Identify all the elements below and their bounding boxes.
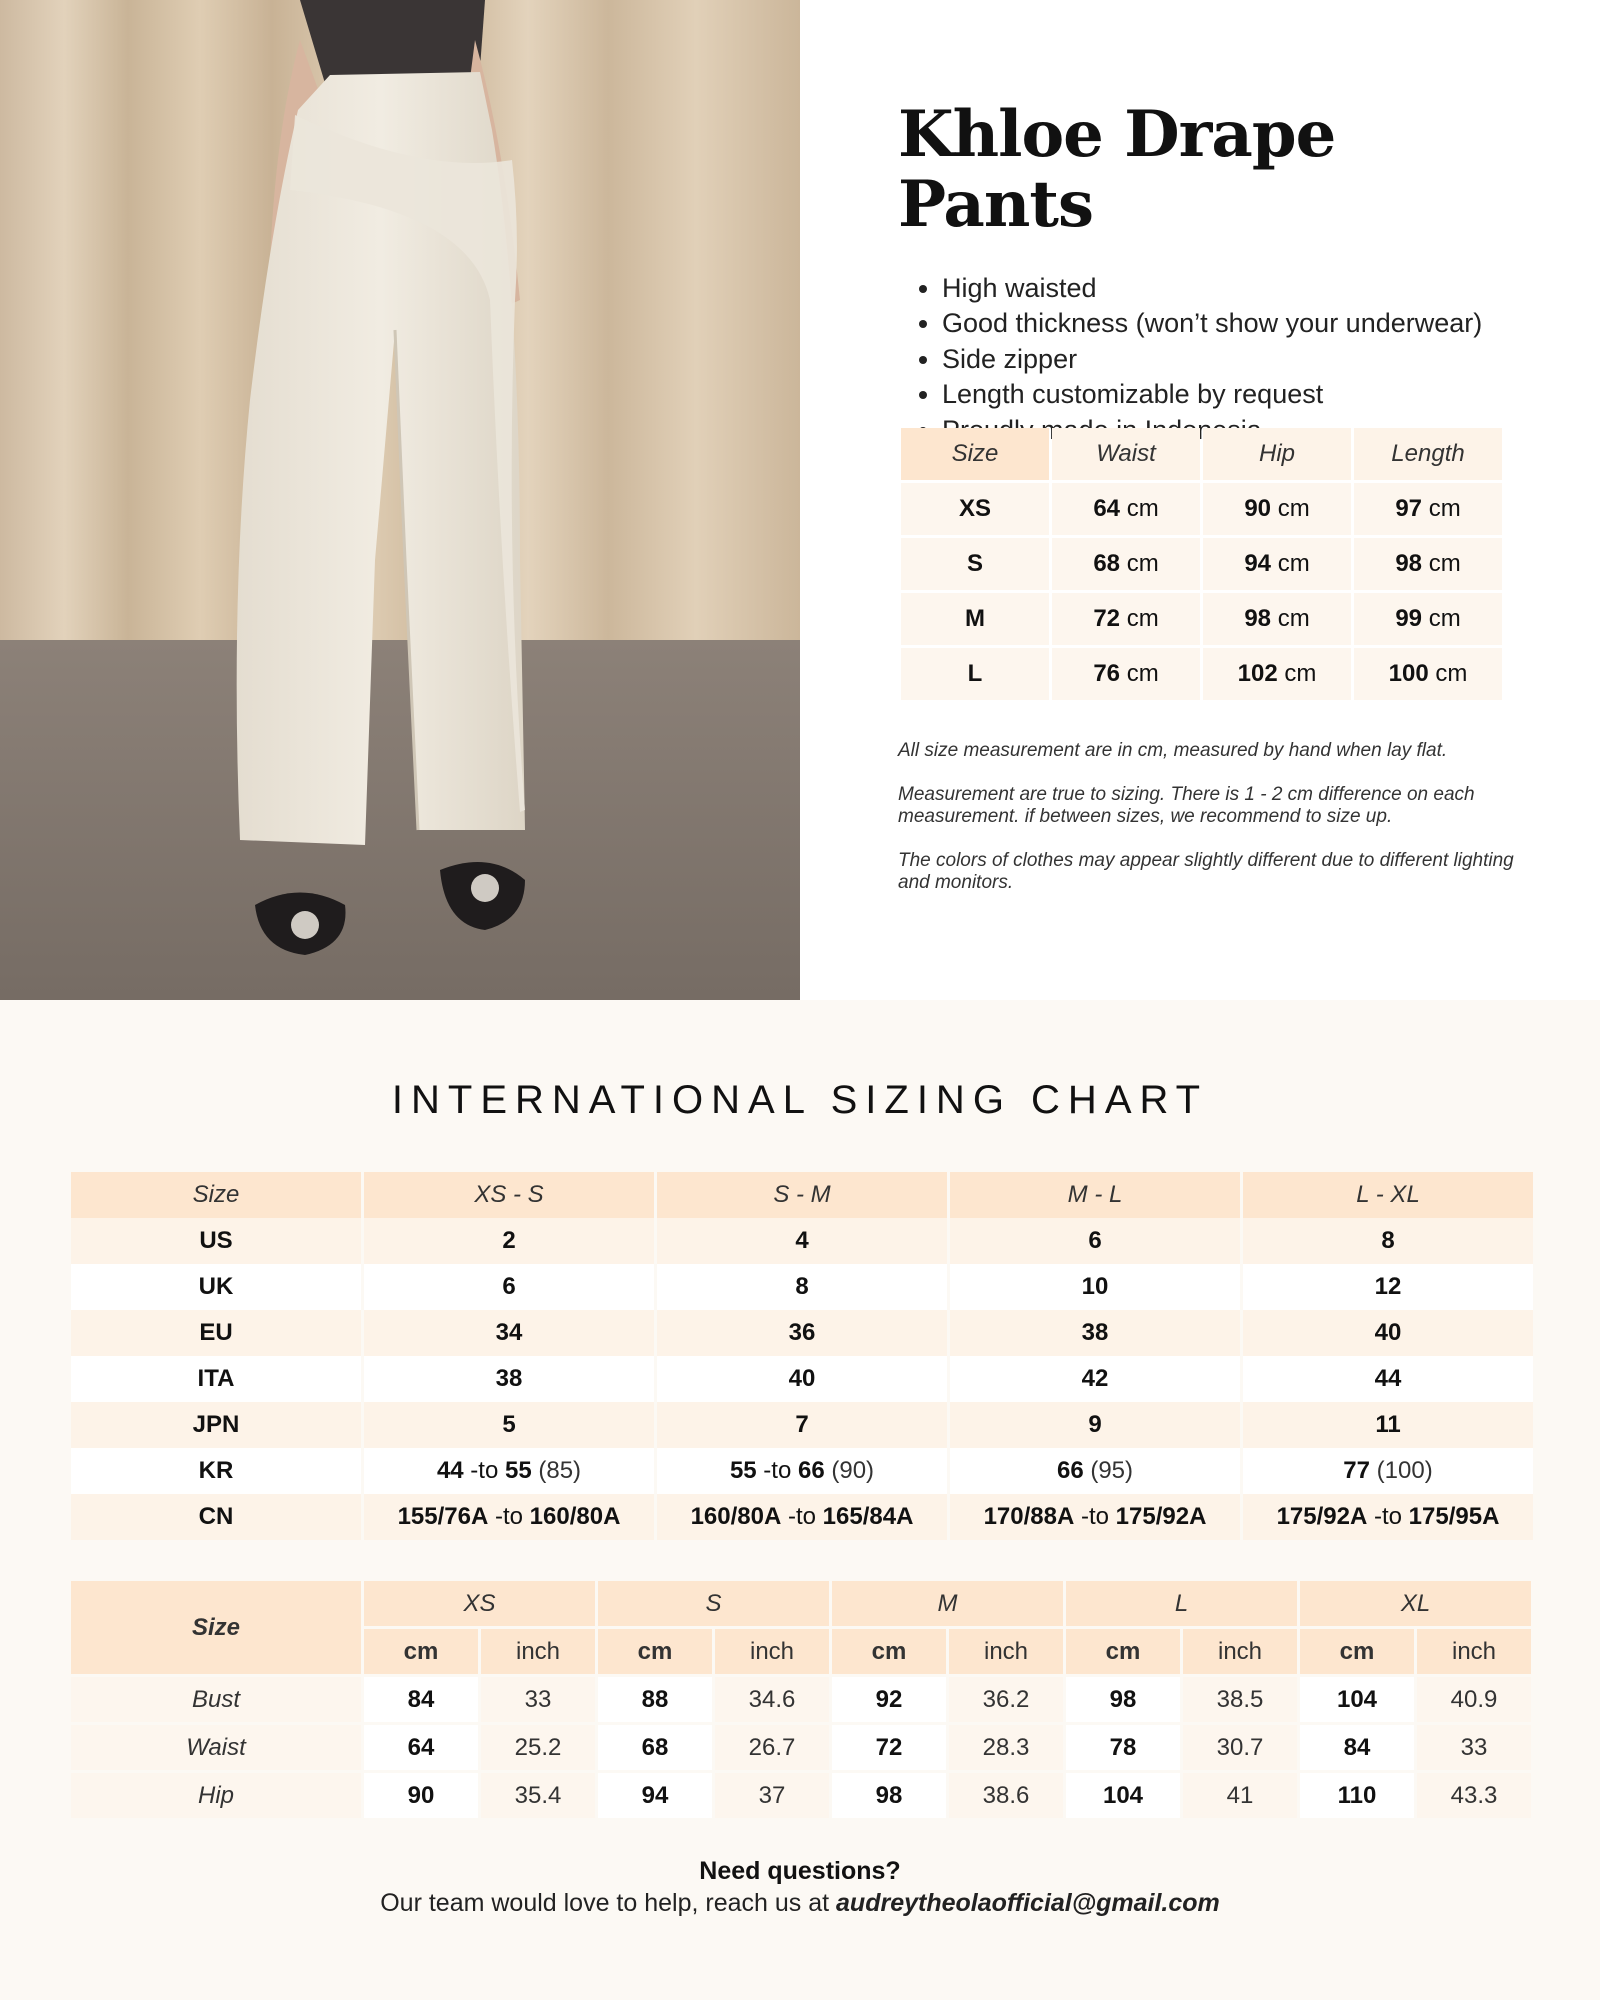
table-row — [71, 1264, 1533, 1310]
value-cell: 10 — [950, 1264, 1240, 1310]
length-cell: 97 cm — [1354, 483, 1502, 535]
value-cell: 6 — [950, 1218, 1240, 1264]
value-cell: 6 — [364, 1264, 654, 1310]
cm-cell: 88 — [598, 1677, 712, 1722]
row-label: Bust — [71, 1677, 361, 1722]
feature-item: • Length customizable by request — [942, 377, 1538, 413]
table-row — [71, 1494, 1533, 1540]
measurement-table — [68, 1578, 1534, 1821]
value-cell: 11 — [1243, 1402, 1533, 1448]
table-row — [71, 1725, 1531, 1770]
value-cell: 175/92A -to 175/95A — [1243, 1494, 1533, 1540]
value-cell: 4 — [657, 1218, 947, 1264]
length-cell: 100 cm — [1354, 648, 1502, 700]
header-xl: XL — [1300, 1581, 1531, 1626]
value-cell: 2 — [364, 1218, 654, 1264]
inch-cell: 38.6 — [949, 1773, 1063, 1818]
cm-cell: 84 — [1300, 1725, 1414, 1770]
value-cell: 38 — [364, 1356, 654, 1402]
cm-cell: 104 — [1066, 1773, 1180, 1818]
unit-inch: inch — [715, 1629, 829, 1674]
value-cell: 8 — [1243, 1218, 1533, 1264]
value-cell: 5 — [364, 1402, 654, 1448]
inch-cell: 33 — [481, 1677, 595, 1722]
value-cell: 9 — [950, 1402, 1240, 1448]
footer — [0, 1855, 1600, 1919]
footer-help-text: Our team would love to help, reach us at — [380, 1889, 837, 1917]
unit-inch: inch — [481, 1629, 595, 1674]
header-l: L — [1066, 1581, 1297, 1626]
value-cell: 8 — [657, 1264, 947, 1310]
row-label: JPN — [71, 1402, 361, 1448]
row-label: ITA — [71, 1356, 361, 1402]
table-row — [71, 1356, 1533, 1402]
inch-cell: 37 — [715, 1773, 829, 1818]
inch-cell: 34.6 — [715, 1677, 829, 1722]
header-s: S — [598, 1581, 829, 1626]
inch-cell: 33 — [1417, 1725, 1531, 1770]
size-cell: XS — [901, 483, 1049, 535]
chart-title: INTERNATIONAL SIZING CHART — [391, 1078, 1209, 1122]
header-length: Length — [1354, 428, 1502, 480]
header-m: M — [832, 1581, 1063, 1626]
cm-cell: 84 — [364, 1677, 478, 1722]
row-label: UK — [71, 1264, 361, 1310]
header-cell: XS - S — [364, 1172, 654, 1218]
header-size: Size — [71, 1581, 361, 1674]
value-cell: 36 — [657, 1310, 947, 1356]
hip-cell: 94 cm — [1203, 538, 1351, 590]
inch-cell: 40.9 — [1417, 1677, 1531, 1722]
unit-cm: cm — [832, 1629, 946, 1674]
footer-help — [0, 1887, 1600, 1919]
cm-cell: 92 — [832, 1677, 946, 1722]
table-row — [901, 593, 1502, 645]
inch-cell: 38.5 — [1183, 1677, 1297, 1722]
unit-cm: cm — [364, 1629, 478, 1674]
table-row — [71, 1773, 1531, 1818]
measure-header-row — [71, 1581, 1531, 1626]
value-cell: 38 — [950, 1310, 1240, 1356]
cm-cell: 90 — [364, 1773, 478, 1818]
cm-cell: 104 — [1300, 1677, 1414, 1722]
value-cell: 160/80A -to 165/84A — [657, 1494, 947, 1540]
inch-cell: 35.4 — [481, 1773, 595, 1818]
product-photo — [0, 0, 800, 1000]
waist-cell: 64 cm — [1052, 483, 1200, 535]
table-row — [901, 538, 1502, 590]
note-text: The colors of clothes may appear slightly different due to different lighting and monitors. — [898, 850, 1514, 893]
value-cell: 34 — [364, 1310, 654, 1356]
size-cell: S — [901, 538, 1049, 590]
value-cell: 7 — [657, 1402, 947, 1448]
footer-question: Need questions? — [699, 1857, 901, 1885]
hip-cell: 102 cm — [1203, 648, 1351, 700]
hip-cell: 98 cm — [1203, 593, 1351, 645]
unit-inch: inch — [949, 1629, 1063, 1674]
product-title: Khloe Drape Pants — [898, 97, 1336, 243]
contact-email-link[interactable]: audreytheolaofficial@gmail.com — [836, 1889, 1220, 1917]
inch-cell: 25.2 — [481, 1725, 595, 1770]
table-row — [901, 483, 1502, 535]
row-label: CN — [71, 1494, 361, 1540]
cm-cell: 110 — [1300, 1773, 1414, 1818]
cm-cell: 78 — [1066, 1725, 1180, 1770]
value-cell: 77 (100) — [1243, 1448, 1533, 1494]
inch-cell: 26.7 — [715, 1725, 829, 1770]
feature-item: • Good thickness (won’t show your underwear) — [942, 306, 1538, 342]
row-label: EU — [71, 1310, 361, 1356]
size-cell: M — [901, 593, 1049, 645]
value-cell: 170/88A -to 175/92A — [950, 1494, 1240, 1540]
header-cell: M - L — [950, 1172, 1240, 1218]
length-cell: 99 cm — [1354, 593, 1502, 645]
row-label: Waist — [71, 1725, 361, 1770]
table-row — [901, 648, 1502, 700]
note-text: Measurement are true to sizing. There is 1 - 2 cm difference on each measurement. if between sizes, we recommend to size up. — [898, 784, 1475, 827]
size-cell: L — [901, 648, 1049, 700]
value-cell: 44 -to 55 (85) — [364, 1448, 654, 1494]
value-cell: 155/76A -to 160/80A — [364, 1494, 654, 1540]
row-label: Hip — [71, 1773, 361, 1818]
note-text: All size measurement are in cm, measured by hand when lay flat. — [898, 740, 1448, 761]
cm-cell: 68 — [598, 1725, 712, 1770]
inch-cell: 30.7 — [1183, 1725, 1297, 1770]
unit-cm: cm — [1066, 1629, 1180, 1674]
value-cell: 42 — [950, 1356, 1240, 1402]
cm-cell: 64 — [364, 1725, 478, 1770]
intl-header-row — [71, 1172, 1533, 1218]
hip-cell: 90 cm — [1203, 483, 1351, 535]
header-hip: Hip — [1203, 428, 1351, 480]
inch-cell: 36.2 — [949, 1677, 1063, 1722]
feature-list — [898, 271, 1538, 449]
table-row — [71, 1218, 1533, 1264]
waist-cell: 72 cm — [1052, 593, 1200, 645]
value-cell: 44 — [1243, 1356, 1533, 1402]
inch-cell: 41 — [1183, 1773, 1297, 1818]
value-cell: 40 — [1243, 1310, 1533, 1356]
table-row — [71, 1402, 1533, 1448]
size-table-header — [901, 428, 1502, 480]
cm-cell: 98 — [832, 1773, 946, 1818]
waist-cell: 68 cm — [1052, 538, 1200, 590]
unit-inch: inch — [1417, 1629, 1531, 1674]
table-row — [71, 1310, 1533, 1356]
value-cell: 55 -to 66 (90) — [657, 1448, 947, 1494]
header-cell: L - XL — [1243, 1172, 1533, 1218]
waist-cell: 76 cm — [1052, 648, 1200, 700]
size-table — [898, 425, 1505, 703]
value-cell: 66 (95) — [950, 1448, 1240, 1494]
international-sizing-table — [68, 1172, 1536, 1540]
unit-inch: inch — [1183, 1629, 1297, 1674]
header-size: Size — [901, 428, 1049, 480]
cm-cell: 98 — [1066, 1677, 1180, 1722]
cm-cell: 72 — [832, 1725, 946, 1770]
inch-cell: 28.3 — [949, 1725, 1063, 1770]
row-label: KR — [71, 1448, 361, 1494]
unit-cm: cm — [598, 1629, 712, 1674]
header-waist: Waist — [1052, 428, 1200, 480]
header-xs: XS — [364, 1581, 595, 1626]
measurement-notes — [898, 740, 1518, 916]
row-label: US — [71, 1218, 361, 1264]
value-cell: 40 — [657, 1356, 947, 1402]
table-row — [71, 1677, 1531, 1722]
header-cell: Size — [71, 1172, 361, 1218]
cm-cell: 94 — [598, 1773, 712, 1818]
table-row — [71, 1448, 1533, 1494]
feature-item: • Side zipper — [942, 342, 1538, 378]
product-info — [898, 97, 1538, 448]
inch-cell: 43.3 — [1417, 1773, 1531, 1818]
value-cell: 12 — [1243, 1264, 1533, 1310]
header-cell: S - M — [657, 1172, 947, 1218]
feature-item: • High waisted — [942, 271, 1538, 307]
unit-cm: cm — [1300, 1629, 1414, 1674]
length-cell: 98 cm — [1354, 538, 1502, 590]
